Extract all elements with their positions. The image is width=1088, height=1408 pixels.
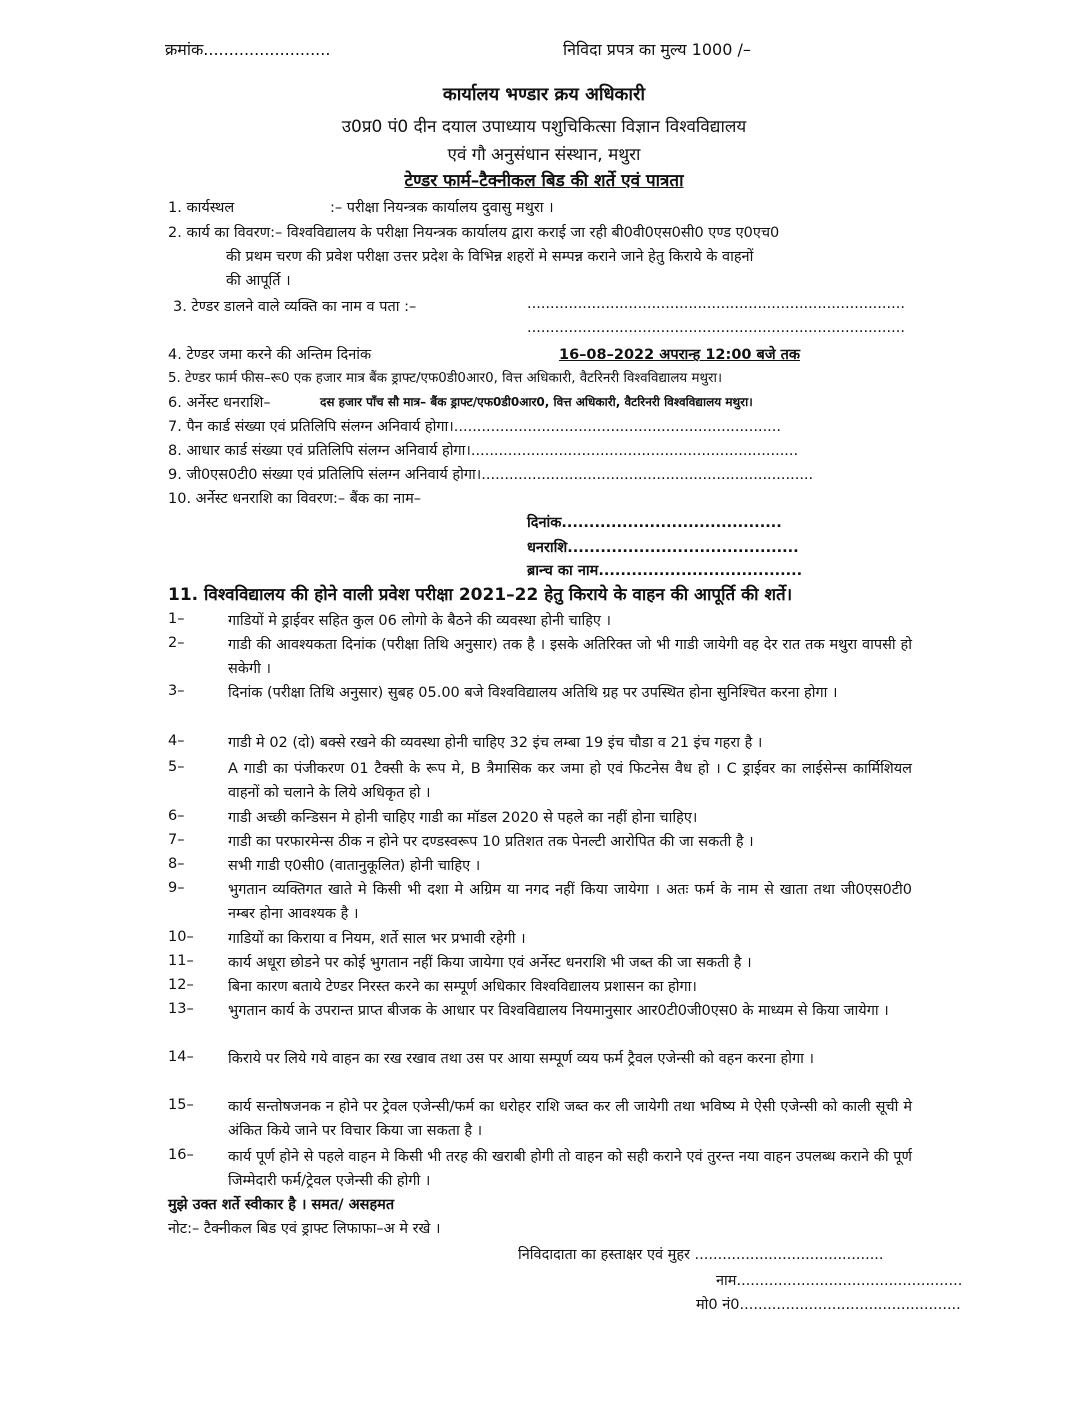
condition-number: 10– bbox=[168, 929, 194, 945]
item-7: 7. पैन कार्ड संख्या एवं प्रतिलिपि संलग्न अनिवार्य होगा।....................................................................... bbox=[168, 419, 781, 435]
item-8: 8. आधार कार्ड संख्या एवं प्रतिलिपि संलग्न अनिवार्य होगा।....................................................................... bbox=[168, 443, 799, 459]
condition-text: गाडी का परफारमेन्स ठीक न होने पर दण्डस्वरूप 10 प्रतिशत तक पेनल्टी आरोपित की जा सकती है । bbox=[228, 834, 754, 850]
condition-text: दिनांक (परीक्षा तिथि अनुसार) सुबह 05.00 बजे विश्वविद्यालय अतिथि ग्रह पर उपस्थित होना सुनिश्चित करना होगा । bbox=[228, 685, 838, 701]
university-heading: उ0प्र0 पं0 दीन दयाल उपाध्याय पशुचिकित्सा विज्ञान विश्वविद्यालय bbox=[341, 117, 747, 137]
item-2-line1: 2. कार्य का विवरण:– विश्वविद्यालय के परीक्षा नियन्त्रक कार्यालय द्वारा कराई जा रही बी0वी0एस0सी0 एण्ड ए0एच0 bbox=[168, 225, 780, 241]
item-6-value: दस हजार पाँच सौ मात्र– बैंक ड्राफ्ट/एफ0डी0आर0, वित्त अधिकारी, वैटरिनरी विश्वविद्यालय मथुरा। bbox=[320, 395, 753, 409]
acceptance-statement: मुझे उक्त शर्ते स्वीकार है । समत/ असहमत bbox=[168, 1197, 395, 1213]
condition-number: 3– bbox=[168, 683, 185, 699]
institute-heading: एवं गौ अनुसंधान संस्थान, मथुरा bbox=[447, 145, 641, 165]
item-3-line2: .................................................................................. bbox=[527, 320, 905, 336]
reference-number: क्रमांक......................... bbox=[165, 40, 331, 59]
condition-number: 11– bbox=[168, 953, 194, 969]
item-10-date: दिनांक........................................ bbox=[527, 515, 782, 531]
condition-text: गाडी मे 02 (दो) बक्से रखने की व्यवस्था होनी चाहिए 32 इंच लम्बा 19 इंच चौडा व 21 इंच गहरा है । bbox=[228, 735, 763, 751]
condition-text: कार्य सन्तोषजनक न होने पर ट्रेवल एजेन्सी/फर्म का धरोहर राशि जब्त कर ली जायेगी तथा भविष्य मे ऐसी एजेन्सी को काली सूची मे अंकित किये जाने पर विचार किया जा सकता है । bbox=[228, 1099, 912, 1139]
item-6-label: 6. अर्नेस्ट धनराशि– bbox=[168, 395, 271, 411]
section-11-heading: 11. विश्वविद्यालय की होने वाली प्रवेश परीक्षा 2021–22 हेतु किराये के वाहन की आपूर्ति की शर्ते। bbox=[168, 585, 793, 605]
condition-text: गाडी की आवश्यकता दिनांक (परीक्षा तिथि अनुसार) तक है । इसके अतिरिक्त जो भी गाडी जायेगी वह देर रात तक मथुरा वापसी हो सकेगी । bbox=[228, 637, 912, 677]
note: नोट:– टैक्नीकल बिड एवं ड्राफ्ट लिफाफा–अ मे रखे । bbox=[168, 1221, 441, 1237]
condition-number: 12– bbox=[168, 977, 194, 993]
condition-number: 4– bbox=[168, 733, 185, 749]
item-10-branch: ब्रान्च का नाम..................................... bbox=[527, 563, 803, 579]
item-5: 5. टेण्डर फार्म फीस–रू0 एक हजार मात्र बैंक ड्राफ्ट/एफ0डी0आर0, वित्त अधिकारी, वैटरिनरी विश्वविद्यालय मथुरा। bbox=[168, 371, 723, 386]
condition-text: सभी गाडी ए0सी0 (वातानुकूलित) होनी चाहिए । bbox=[228, 858, 481, 874]
condition-text: गाडी अच्छी कन्डिसन मे होनी चाहिए गाडी का मॉडल 2020 से पहले का नहीं होना चाहिए। bbox=[228, 810, 698, 826]
mobile-line: मो0 नं0................................................ bbox=[696, 1297, 961, 1313]
condition-text: गाडियों मे ड्राईवर सहित कुल 06 लोगो के बैठने की व्यवस्था होनी चाहिए । bbox=[228, 613, 612, 629]
item-4-value: 16–08–2022 अपरान्ह 12:00 बजे तक bbox=[559, 347, 801, 363]
office-heading: कार्यालय भण्डार क्रय अधिकारी bbox=[442, 84, 646, 105]
item-10-label: 10. अर्नेस्ट धनराशि का विवरण:– बैंक का नाम– bbox=[168, 491, 422, 507]
condition-number: 14– bbox=[168, 1049, 194, 1065]
item-2-line2: की प्रथम चरण की प्रवेश परीक्षा उत्तर प्रदेश के विभिन्न शहरों मे सम्पन्न कराने जाने हेतु किराये के वाहनों bbox=[226, 249, 754, 265]
signature-line: निविदादाता का हस्ताक्षर एवं मुहर ......................................... bbox=[518, 1247, 884, 1263]
condition-text: कार्य पूर्ण होने से पहले वाहन मे किसी भी तरह की खराबी होगी तो वाहन को सही कराने एवं तुरन्त नया वाहन उपलब्ध कराने की पूर्ण जिम्मेदारी फर्म/ट्रेवल एजेन्सी की होगी । bbox=[228, 1149, 912, 1189]
item-4-label: 4. टेण्डर जमा करने की अन्तिम दिनांक bbox=[168, 347, 372, 363]
item-9: 9. जी0एस0टी0 संख्या एवं प्रतिलिपि संलग्न अनिवार्य होगा।........................................................................ bbox=[168, 467, 814, 483]
condition-text: A गाडी का पंजीकरण 01 टैक्सी के रूप मे, B त्रैमासिक कर जमा हो एवं फिटनेस वैध हो । C ड्राईवर का लाईसेन्स कार्मिशियल वाहनों को चलाने के लिये अधिकृत हो । bbox=[228, 761, 912, 801]
name-line: नाम................................................. bbox=[716, 1273, 963, 1289]
item-2-line3: की आपूर्ति । bbox=[226, 273, 291, 289]
condition-number: 5– bbox=[168, 759, 185, 775]
tender-heading: टेण्डर फार्म–टैक्नीकल बिड की शर्ते एवं पात्रता bbox=[404, 171, 684, 191]
condition-number: 8– bbox=[168, 856, 185, 872]
item-10-amount: धनराशि.......................................... bbox=[527, 540, 799, 556]
condition-text: किराये पर लिये गये वाहन का रख रखाव तथा उस पर आया सम्पूर्ण व्यय फर्म ट्रैवल एजेन्सी को वहन करना होगा । bbox=[228, 1051, 814, 1067]
condition-text: गाडियों का किराया व नियम, शर्ते साल भर प्रभावी रहेगी । bbox=[228, 931, 526, 947]
condition-number: 2– bbox=[168, 635, 185, 651]
condition-number: 15– bbox=[168, 1097, 194, 1113]
condition-number: 7– bbox=[168, 832, 185, 848]
item-1-value: :– परीक्षा नियन्त्रक कार्यालय दुवासु मथुरा । bbox=[330, 200, 554, 216]
item-1-label: 1. कार्यस्थल bbox=[168, 200, 235, 216]
condition-text: बिना कारण बताये टेण्डर निरस्त करने का सम्पूर्ण अधिकार विश्वविद्यालय प्रशासन का होगा। bbox=[228, 979, 697, 995]
condition-number: 9– bbox=[168, 880, 185, 896]
condition-number: 16– bbox=[168, 1147, 194, 1163]
condition-number: 6– bbox=[168, 808, 185, 824]
condition-text: भुगतान कार्य के उपरान्त प्राप्त बीजक के आधार पर विश्वविद्यालय नियमानुसार आर0टी0जी0एस0 के माध्यम से किया जायेगा । bbox=[228, 1003, 889, 1019]
item-3-label: 3. टेण्डर डालने वाले व्यक्ति का नाम व पता :– bbox=[173, 299, 417, 315]
condition-text: भुगतान व्यक्तिगत खाते मे किसी भी दशा मे अग्रिम या नगद नहीं किया जायेगा । अतः फर्म के नाम से खाता तथा जी0एस0टी0 नम्बर होना आवश्यक है । bbox=[228, 882, 912, 922]
item-3-line1: .................................................................................. bbox=[527, 296, 905, 312]
condition-text: कार्य अधूरा छोडने पर कोई भुगतान नहीं किया जायेगा एवं अर्नेस्ट धनराशि भी जब्त की जा सकती है । bbox=[228, 955, 752, 971]
condition-number: 13– bbox=[168, 1001, 194, 1017]
form-price: निविदा प्रपत्र का मुल्य 1000 /– bbox=[563, 40, 751, 59]
condition-number: 1– bbox=[168, 611, 185, 627]
